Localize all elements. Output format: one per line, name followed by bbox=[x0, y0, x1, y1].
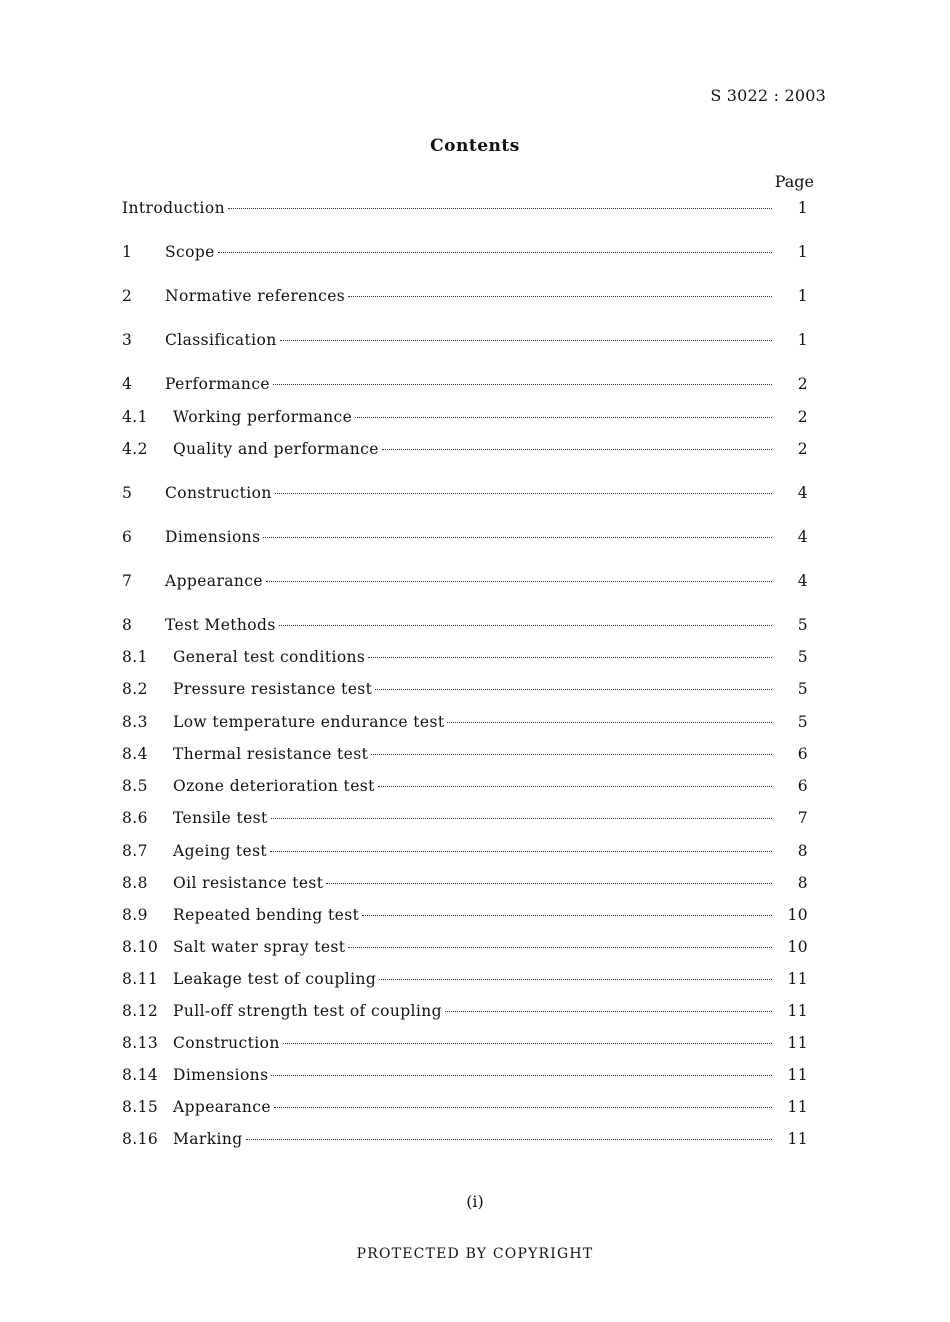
toc-subentry[interactable] bbox=[122, 970, 808, 992]
dot-leader bbox=[348, 946, 772, 948]
dot-leader bbox=[379, 978, 772, 980]
toc-entry-page: 2 bbox=[797, 375, 808, 393]
dot-leader bbox=[263, 536, 772, 538]
toc-entry-label: Repeated bending test bbox=[173, 906, 360, 924]
toc-entry-label: General test conditions bbox=[173, 648, 366, 666]
toc-entry-page: 1 bbox=[797, 287, 808, 305]
toc-entry-page: 1 bbox=[797, 199, 808, 217]
toc-entry-number: 8.8 bbox=[122, 874, 148, 892]
dot-leader bbox=[445, 1010, 772, 1012]
dot-leader bbox=[382, 448, 772, 450]
toc-entry-label: Performance bbox=[165, 375, 270, 393]
dot-leader bbox=[271, 1074, 772, 1076]
dot-leader bbox=[274, 1106, 772, 1108]
toc-entry-number: 8.6 bbox=[122, 809, 148, 827]
toc-subentry[interactable] bbox=[122, 1098, 808, 1120]
toc-subentry[interactable] bbox=[122, 906, 808, 928]
toc-entry-label: Appearance bbox=[173, 1098, 271, 1116]
toc-entry-page: 11 bbox=[787, 970, 808, 988]
toc-subentry[interactable] bbox=[122, 1002, 808, 1024]
toc-entry-number: 4.1 bbox=[122, 408, 148, 426]
dot-leader bbox=[271, 817, 772, 819]
toc-entry-page: 7 bbox=[797, 809, 808, 827]
toc-entry-number: 6 bbox=[122, 528, 133, 546]
dot-leader bbox=[273, 383, 772, 385]
dot-leader bbox=[348, 295, 772, 297]
toc-entry-label: Scope bbox=[165, 243, 215, 261]
toc-entry-number: 8.7 bbox=[122, 842, 148, 860]
toc-entry-number: 4 bbox=[122, 375, 133, 393]
toc-entry-page: 5 bbox=[797, 648, 808, 666]
toc-entry-page: 6 bbox=[797, 745, 808, 763]
toc-entry-page: 11 bbox=[787, 1066, 808, 1084]
toc-entry[interactable] bbox=[122, 287, 808, 309]
toc-entry-number: 8.13 bbox=[122, 1034, 159, 1052]
toc-entry-label: Tensile test bbox=[173, 809, 268, 827]
toc-entry-page: 11 bbox=[787, 1034, 808, 1052]
toc-entry[interactable] bbox=[122, 484, 808, 506]
dot-leader bbox=[283, 1042, 772, 1044]
toc-subentry[interactable] bbox=[122, 1066, 808, 1088]
toc-entry-page: 11 bbox=[787, 1002, 808, 1020]
toc-entry-number: 2 bbox=[122, 287, 133, 305]
toc-entry-page: 6 bbox=[797, 777, 808, 795]
dot-leader bbox=[228, 207, 772, 209]
toc-entry[interactable] bbox=[122, 243, 808, 265]
dot-leader bbox=[355, 416, 772, 418]
dot-leader bbox=[378, 785, 772, 787]
toc-entry-page: 8 bbox=[797, 874, 808, 892]
toc-subentry[interactable] bbox=[122, 680, 808, 702]
toc-entry-number: 8.14 bbox=[122, 1066, 159, 1084]
toc-entry-label: Marking bbox=[173, 1130, 243, 1148]
page-column-label: Page bbox=[774, 172, 814, 191]
toc-entry[interactable] bbox=[122, 331, 808, 353]
toc-subentry[interactable] bbox=[122, 874, 808, 896]
dot-leader bbox=[326, 882, 772, 884]
toc-entry[interactable] bbox=[122, 616, 808, 638]
toc-entry-label: Classification bbox=[165, 331, 277, 349]
toc-entry-label: Appearance bbox=[165, 572, 263, 590]
toc-subentry[interactable] bbox=[122, 938, 808, 960]
toc-entry-page: 4 bbox=[797, 572, 808, 590]
toc-entry-label: Thermal resistance test bbox=[173, 745, 369, 763]
toc-entry-label: Dimensions bbox=[173, 1066, 269, 1084]
toc-entry-number: 8.2 bbox=[122, 680, 148, 698]
toc-entry-label: Introduction bbox=[122, 199, 225, 217]
toc-entry-number: 1 bbox=[122, 243, 133, 261]
toc-entry-page: 5 bbox=[797, 616, 808, 634]
toc-entry-label: Oil resistance test bbox=[173, 874, 324, 892]
dot-leader bbox=[218, 251, 772, 253]
toc-entry-label: Pressure resistance test bbox=[173, 680, 373, 698]
toc-entry-page: 2 bbox=[797, 408, 808, 426]
toc-subentry[interactable] bbox=[122, 408, 808, 430]
toc-entry-label: Low temperature endurance test bbox=[173, 713, 445, 731]
toc-entry-page: 1 bbox=[797, 331, 808, 349]
toc-entry-label: Test Methods bbox=[165, 616, 276, 634]
toc-entry-page: 10 bbox=[787, 906, 808, 924]
dot-leader bbox=[275, 492, 772, 494]
toc-entry-page: 4 bbox=[797, 528, 808, 546]
toc-entry-page: 2 bbox=[797, 440, 808, 458]
toc-subentry[interactable] bbox=[122, 745, 808, 767]
dot-leader bbox=[280, 339, 772, 341]
toc-entry-number: 8 bbox=[122, 616, 133, 634]
toc-entry-page: 10 bbox=[787, 938, 808, 956]
toc-entry-number: 7 bbox=[122, 572, 133, 590]
toc-entry[interactable] bbox=[122, 375, 808, 397]
document-id: S 3022 : 2003 bbox=[710, 86, 826, 105]
dot-leader bbox=[279, 624, 772, 626]
toc-subentry[interactable] bbox=[122, 1034, 808, 1056]
toc-entry-number: 3 bbox=[122, 331, 133, 349]
toc-entry-label: Construction bbox=[165, 484, 272, 502]
toc-entry-number: 8.1 bbox=[122, 648, 148, 666]
toc-entry-label: Quality and performance bbox=[173, 440, 379, 458]
toc-entry-page: 11 bbox=[787, 1130, 808, 1148]
toc-entry-page: 8 bbox=[797, 842, 808, 860]
toc-entry-number: 5 bbox=[122, 484, 133, 502]
toc-entry-label: Dimensions bbox=[165, 528, 261, 546]
toc-entry-label: Salt water spray test bbox=[173, 938, 346, 956]
toc-subentry[interactable] bbox=[122, 777, 808, 799]
toc-entry-number: 8.3 bbox=[122, 713, 148, 731]
toc-entry[interactable] bbox=[122, 528, 808, 550]
toc-entry-label: Pull-off strength test of coupling bbox=[173, 1002, 442, 1020]
toc-subentry[interactable] bbox=[122, 809, 808, 831]
toc-entry-label: Ozone deterioration test bbox=[173, 777, 375, 795]
toc-subentry[interactable] bbox=[122, 1130, 808, 1152]
dot-leader bbox=[375, 688, 772, 690]
dot-leader bbox=[447, 721, 772, 723]
toc-entry-number: 8.15 bbox=[122, 1098, 159, 1116]
toc-entry-page: 5 bbox=[797, 680, 808, 698]
page-title: Contents bbox=[430, 136, 520, 156]
toc-entry-number: 8.11 bbox=[122, 970, 159, 988]
copyright-notice: PROTECTED BY COPYRIGHT bbox=[356, 1246, 594, 1262]
toc-entry-label: Normative references bbox=[165, 287, 346, 305]
dot-leader bbox=[266, 580, 772, 582]
dot-leader bbox=[270, 850, 772, 852]
toc-entry[interactable] bbox=[122, 572, 808, 594]
dot-leader bbox=[246, 1138, 772, 1140]
toc-entry-number: 8.16 bbox=[122, 1130, 159, 1148]
toc-entry-page: 5 bbox=[797, 713, 808, 731]
page-number: (i) bbox=[466, 1192, 484, 1211]
toc-subentry[interactable] bbox=[122, 440, 808, 462]
toc-subentry[interactable] bbox=[122, 842, 808, 864]
toc-entry-page: 11 bbox=[787, 1098, 808, 1116]
toc-subentry[interactable] bbox=[122, 648, 808, 670]
toc-entry-number: 4.2 bbox=[122, 440, 148, 458]
toc-entry-page: 4 bbox=[797, 484, 808, 502]
dot-leader bbox=[371, 753, 772, 755]
toc-entry-number: 8.4 bbox=[122, 745, 148, 763]
toc-entry-page: 1 bbox=[797, 243, 808, 261]
toc-subentry[interactable] bbox=[122, 713, 808, 735]
toc-entry-label: Construction bbox=[173, 1034, 280, 1052]
toc-entry-number: 8.12 bbox=[122, 1002, 159, 1020]
toc-entry-number: 8.5 bbox=[122, 777, 148, 795]
toc-entry-number: 8.9 bbox=[122, 906, 148, 924]
toc-entry-label: Ageing test bbox=[173, 842, 268, 860]
dot-leader bbox=[368, 656, 772, 658]
toc-entry-introduction[interactable] bbox=[122, 199, 808, 221]
toc-entry-number: 8.10 bbox=[122, 938, 159, 956]
toc-entry-label: Working performance bbox=[173, 408, 353, 426]
toc-entry-label: Leakage test of coupling bbox=[173, 970, 377, 988]
dot-leader bbox=[362, 914, 772, 916]
